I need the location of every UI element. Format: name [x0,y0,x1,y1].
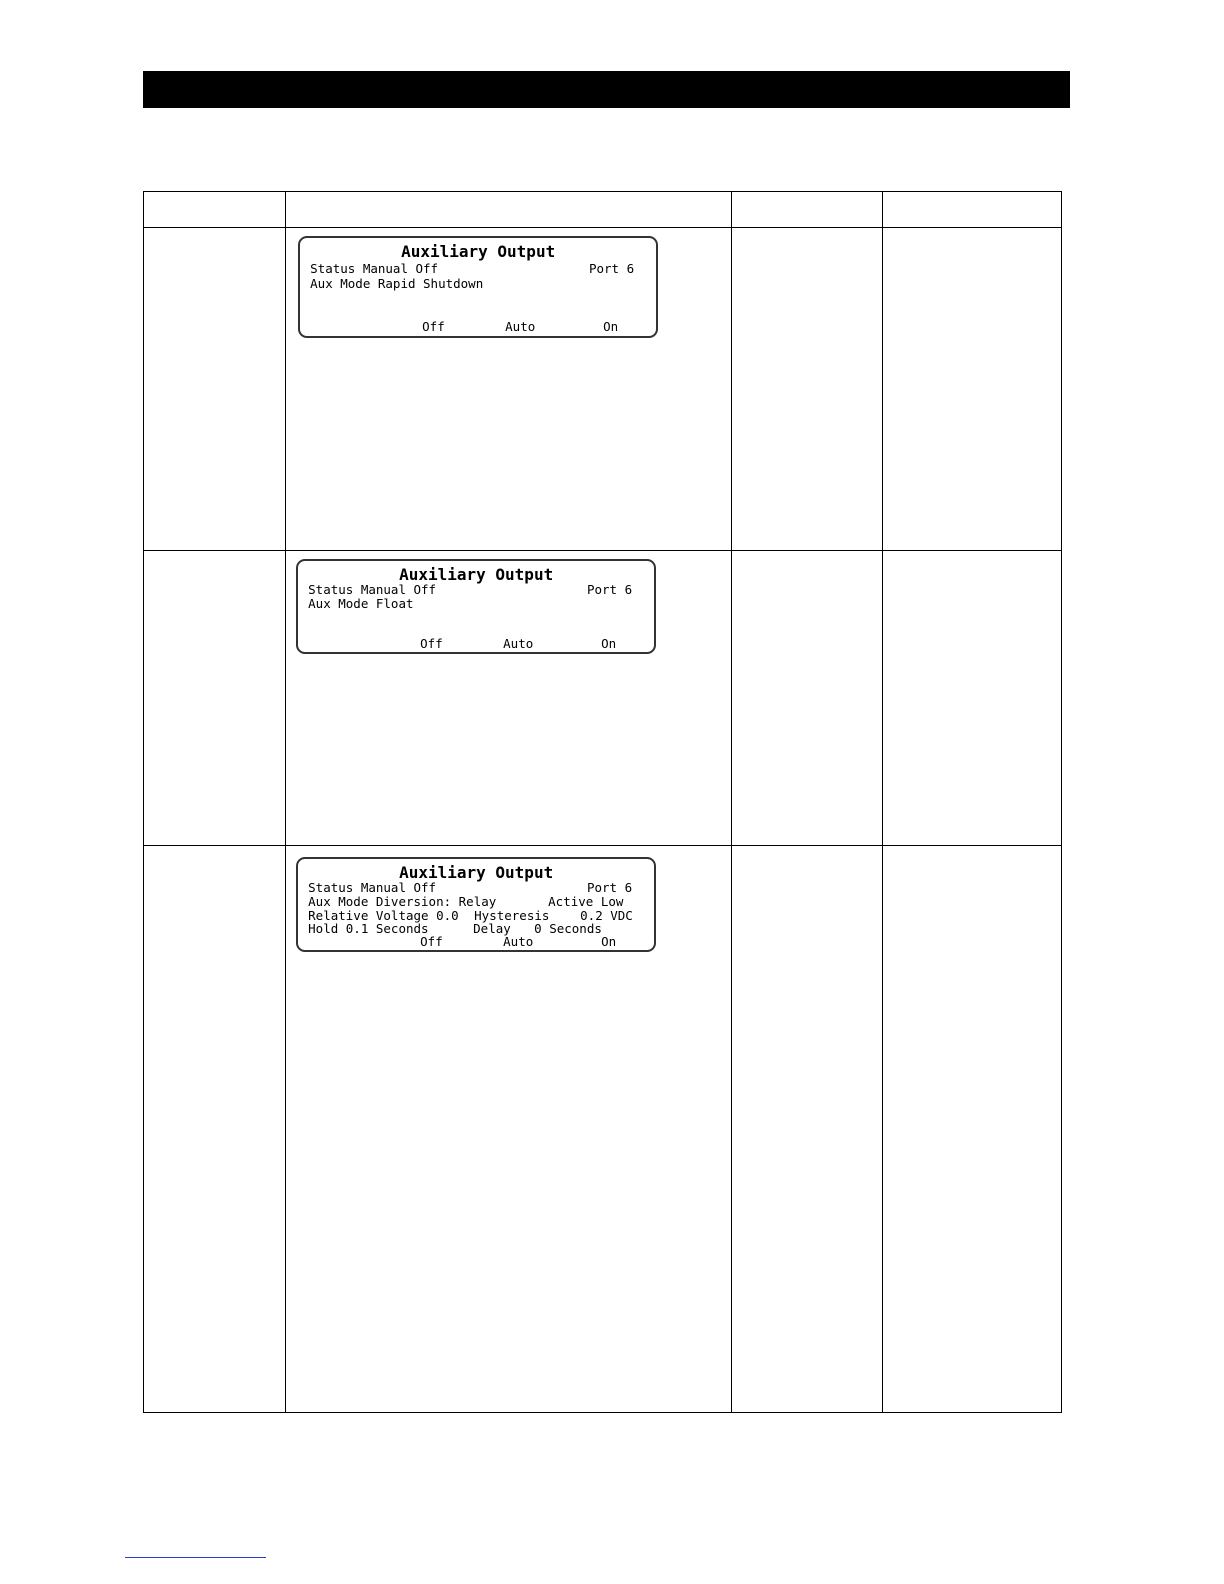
soft-key-on[interactable]: On [603,319,619,334]
header-cell-4 [882,192,1061,228]
table-row [144,551,1062,846]
lcd-status: Status Manual Off [308,582,437,597]
soft-key-off[interactable]: Off [422,319,445,334]
lcd-delay-value: 0 Seconds [534,921,602,936]
lcd-aux-mode: Aux Mode Float [308,596,414,611]
lcd-aux-mode: Aux Mode Diversion: Relay [308,894,497,909]
lcd-aux-mode: Aux Mode Rapid Shutdown [310,276,484,291]
soft-key-on[interactable]: On [601,636,617,651]
lcd-delay-label: Delay [473,921,511,936]
soft-key-off[interactable]: Off [420,636,443,651]
lcd-screen-diversion-relay [296,857,656,952]
lcd-hysteresis-value: 0.2 VDC [580,908,633,923]
lcd-hold: Hold 0.1 Seconds [308,921,429,936]
row-3-cell-2 [286,846,731,1413]
lcd-active-level: Active Low [548,894,624,909]
lcd-port: Port 6 [586,582,633,597]
lcd-screen-rapid-shutdown [298,236,658,338]
header-cell-1 [144,192,286,228]
lcd-title: Auxiliary Output [401,242,556,261]
soft-key-off[interactable]: Off [420,934,443,949]
settings-table [143,191,1062,1413]
header-cell-3 [731,192,882,228]
lcd-status: Status Manual Off [310,261,439,276]
section-header-bar [143,71,1070,108]
lcd-relative-voltage: Relative Voltage 0.0 [308,908,459,923]
row-2-cell-4 [882,551,1061,846]
row-2-cell-3 [731,551,882,846]
row-1-cell-3 [731,228,882,551]
lcd-title: Auxiliary Output [399,863,554,882]
header-cell-2 [286,192,731,228]
soft-key-auto[interactable]: Auto [505,319,536,334]
row-2-cell-2 [286,551,731,846]
row-3-cell-3 [731,846,882,1413]
table-header-row [144,192,1062,228]
lcd-title: Auxiliary Output [399,565,554,584]
soft-key-auto[interactable]: Auto [503,636,534,651]
row-3-cell-1 [144,846,286,1413]
lcd-hysteresis-label: Hysteresis [474,908,550,923]
row-1-cell-4 [882,228,1061,551]
table-row [144,228,1062,551]
lcd-port: Port 6 [586,880,633,895]
table-row [144,846,1062,1413]
lcd-screen-float [296,559,656,654]
row-1-cell-1 [144,228,286,551]
footer-link-underline[interactable] [125,1557,266,1558]
soft-key-auto[interactable]: Auto [503,934,534,949]
lcd-port: Port 6 [588,261,635,276]
lcd-status: Status Manual Off [308,880,437,895]
row-2-cell-1 [144,551,286,846]
soft-key-on[interactable]: On [601,934,617,949]
row-3-cell-4 [882,846,1061,1413]
row-1-cell-2 [286,228,731,551]
